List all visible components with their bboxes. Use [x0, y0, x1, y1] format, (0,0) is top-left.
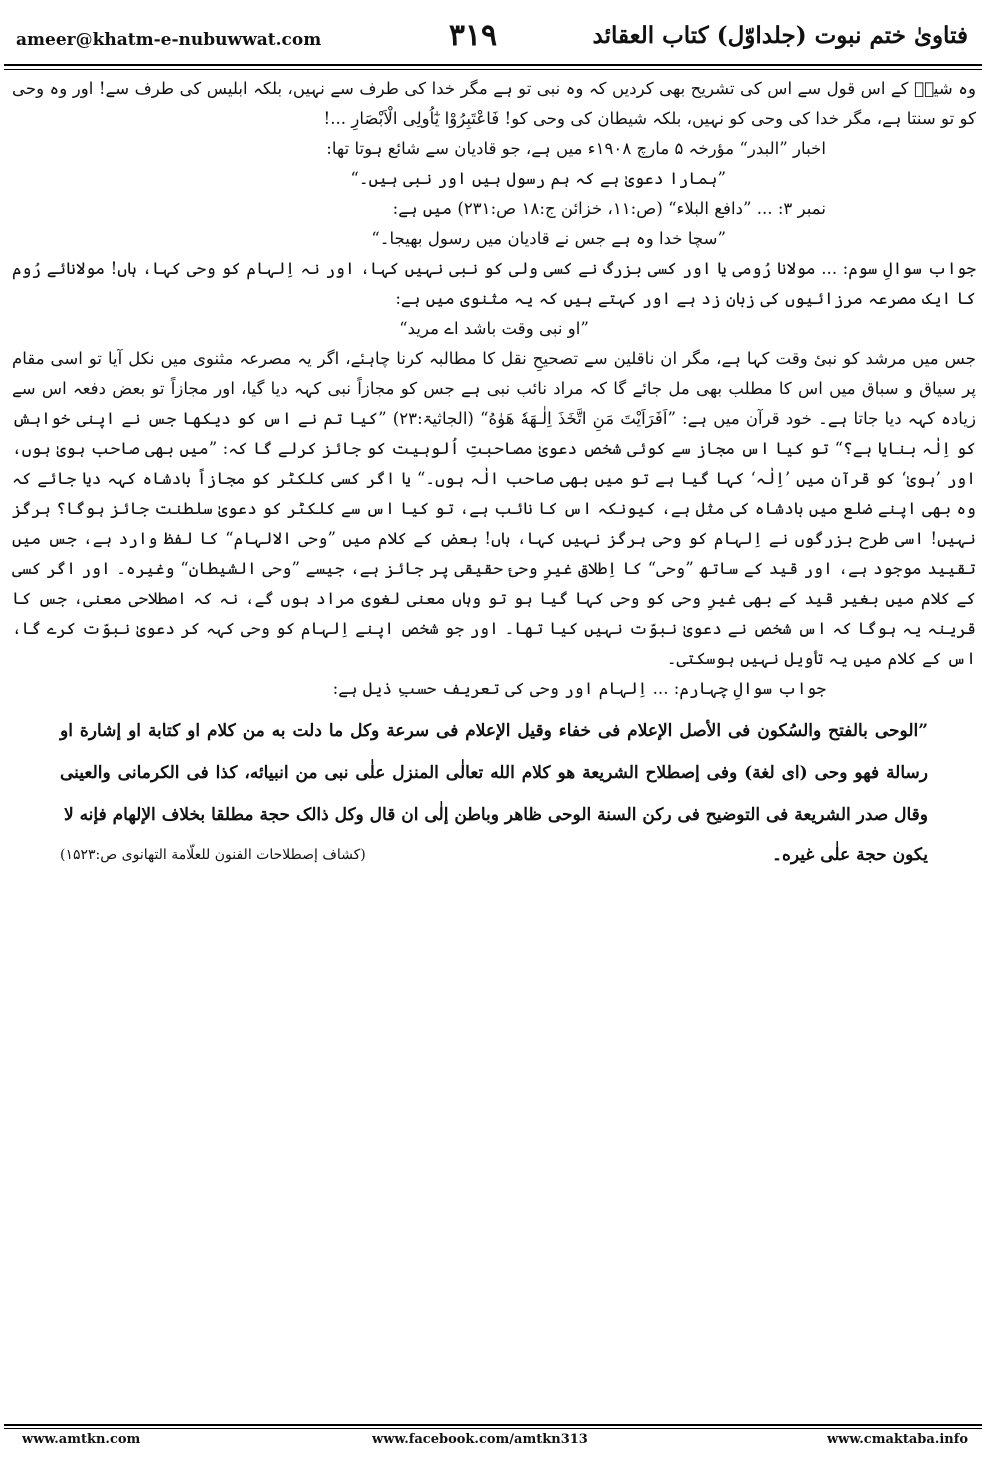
header-rule-thin	[4, 69, 982, 70]
quote-1: ”ہمارا دعویٰ ہے کہ ہم رسول ہیں اور نبی ہیں۔“	[350, 169, 726, 188]
page-footer	[0, 1432, 990, 1458]
arabic-quotation: ”الوحی بالفتح والسُکون فی الأصل الإعلام فی خفاء وقیل الإعلام فی سرعة وکل ما دلت به من کلام او کتابة او إشارة او رسالة فهو وحی (ای لغة) وفی إصطلاح الشریعة هو کلام الله تعالٰی المنزل علٰی نبی من انبیائه، کذا فی الکرمانی والعینی وقال صدر الشریعة فی التوضیح فی رکن السنة الوحی ظاهر وباطن إلٰی ان قال وکل ذالک حجة مطلقا بخلاف الإلهام فإنه لا	[60, 721, 928, 825]
quote-2: ”سچا خدا وہ ہے جس نے قادیان میں رسول بھیجا۔“	[371, 229, 726, 248]
paragraph-5: جس میں مرشد کو نبیٔ وقت کہا ہے، مگر ان ناقلین سے تصحیحِ نقل کا مطالبہ کرنا چاہئے، اگر یہ مصرعہ مثنوی میں نکل آیا تو اسی مقام پر سیاق و سباق میں اس کا مطلب بھی مل جائے گا کہ مراد نائب نبی ہے جس کو مجازاً نبی کہہ دیا گیا، اور مجازاً تو بعض دفعہ اس سے زیادہ کہہ دیا جاتا ہے۔ خود قرآن میں ہے: ”اَفَرَاَیْتَ مَنِ اتَّخَذَ اِلٰـهَهٗ هَوٰهُ“ (الجاثیۃ:۲۳) ”کیا تم نے اس کو دیکھا جس نے اپنی خواہش کو اِلٰہ بنایا ہے؟“ تو کیا اس مجاز سے کوئی شخص دعویٰ مصاحبتِ اُلوہیت کو جائز کرلے گا کہ: ”میں بھی صاحب ہویٰ ہوں، اور ’ہویٰ‘ کو قرآن میں ’اِلٰہ‘ کہا گیا ہے تو میں بھی صاحب الٰہ ہوں۔“ یا اگر کسی کلکٹر کو مجازاً بادشاہ کہہ دیا جائے کہ وہ بھی اپنے ضلع میں بادشاہ کی مثل ہے، کیونکہ اس کا نائب ہے، تو کیا اس سے کلکٹر کو دعویٰ سلطنت جائز ہوگا؟ ہرگز نہیں! اسی طرح بزرگوں نے اِلہام کو وحی ہرگز نہیں کہا، ہاں! بعض کے کلام میں ”وحی الالہام“ کا لفظ وارد ہے، جس میں تقیید موجود ہے، اور قید کے ساتھ ”وحی“ کا اِطلاق غیرِ وحیٔ حقیقی پر جائز ہے، جیسے ”وحی الشیطان“ وغیرہ۔ اور اگر کسی کے کلام میں بغیر قید کے بھی غیرِ وحی کو وحی کہا گیا ہو تو وہاں معنی لغوی مراد ہوں گے، نہ کہ اصطلاحی معنی، جس کا قرینہ یہ ہوگا کہ اس شخص نے دعویٰ نبوّت نہیں کیا تھا۔ اور جو شخص اپنے اِلہام کو وحی کہہ کر دعویٰ نبوّت کرے گا، اس کے کلام میں یہ تأویل نہیں ہوسکتی۔	[12, 349, 976, 668]
footer-rule-thick	[4, 1424, 982, 1426]
page-header	[8, 0, 982, 66]
footer-link-cmaktaba[interactable]: www.cmaktaba.info	[826, 1432, 968, 1447]
header-email: ameer@khatm-e-nubuwwat.com	[16, 30, 322, 50]
footer-rule-thin	[4, 1428, 982, 1429]
arabic-quotation-end: یکون حجة علٰی غیره۔	[772, 845, 928, 865]
page-number: ۳۱۹	[448, 18, 498, 53]
header-rule-thick	[4, 64, 982, 66]
source-reference: (کشاف إصطلاحات الفنون للعلّامة التهانوی ص:۱۵۲۳)	[60, 847, 366, 863]
page-body	[12, 74, 976, 1414]
footer-link-amtkn[interactable]: www.amtkn.com	[22, 1432, 141, 1447]
paragraph-2: اخبار ”البدر“ مؤرخہ ۵ مارچ ۱۹۰۸ء میں ہے، جو قادیان سے شائع ہوتا تھا:	[326, 139, 826, 158]
reference-line	[60, 836, 928, 874]
book-title: فتاویٰ ختم نبوت (جلداوّل) کتاب العقائد	[592, 22, 968, 49]
paragraph-1: وہ شیخؒ کے اس قول سے اس کی تشریح بھی کردیں کہ وہ نبی تو ہے مگر خدا کی طرف سے نہیں، بلکہ ابلیس کی طرف سے! اور وہ وحی کو تو سنتا ہے، مگر خدا کی وحی کو نہیں، بلکہ شیطان کی وحی کو! فَاعْتَبِرُوْا یٰٓاُولِی الْاَبْصَارِ ...!	[12, 79, 976, 128]
paragraph-4: جواب سوالِ سوم: ... مولانا رُومی یا اور کسی بزرگ نے کسی ولی کو نبی نہیں کہا، اور نہ اِلہام کو وحی کہا، ہاں! مولانائے رُوم کا ایک مصرعہ مرزائیوں کی زبان زد ہے اور کہتے ہیں کہ یہ مثنوی میں ہے:	[12, 259, 976, 308]
footer-link-facebook[interactable]: www.facebook.com/amtkn313	[372, 1432, 588, 1447]
paragraph-6: جواب سوالِ چہارم: ... اِلہام اور وحی کی تعریف حسبِ ذیل ہے:	[332, 679, 826, 698]
paragraph-3: نمبر ۳: ... ”دافع البلاء“ (ص:۱۱، خزائن ج:۱۸ ص:۲۳۱) میں ہے:	[392, 199, 826, 218]
quote-3: ”او نبی وقت باشد اے مرید“	[399, 319, 589, 338]
